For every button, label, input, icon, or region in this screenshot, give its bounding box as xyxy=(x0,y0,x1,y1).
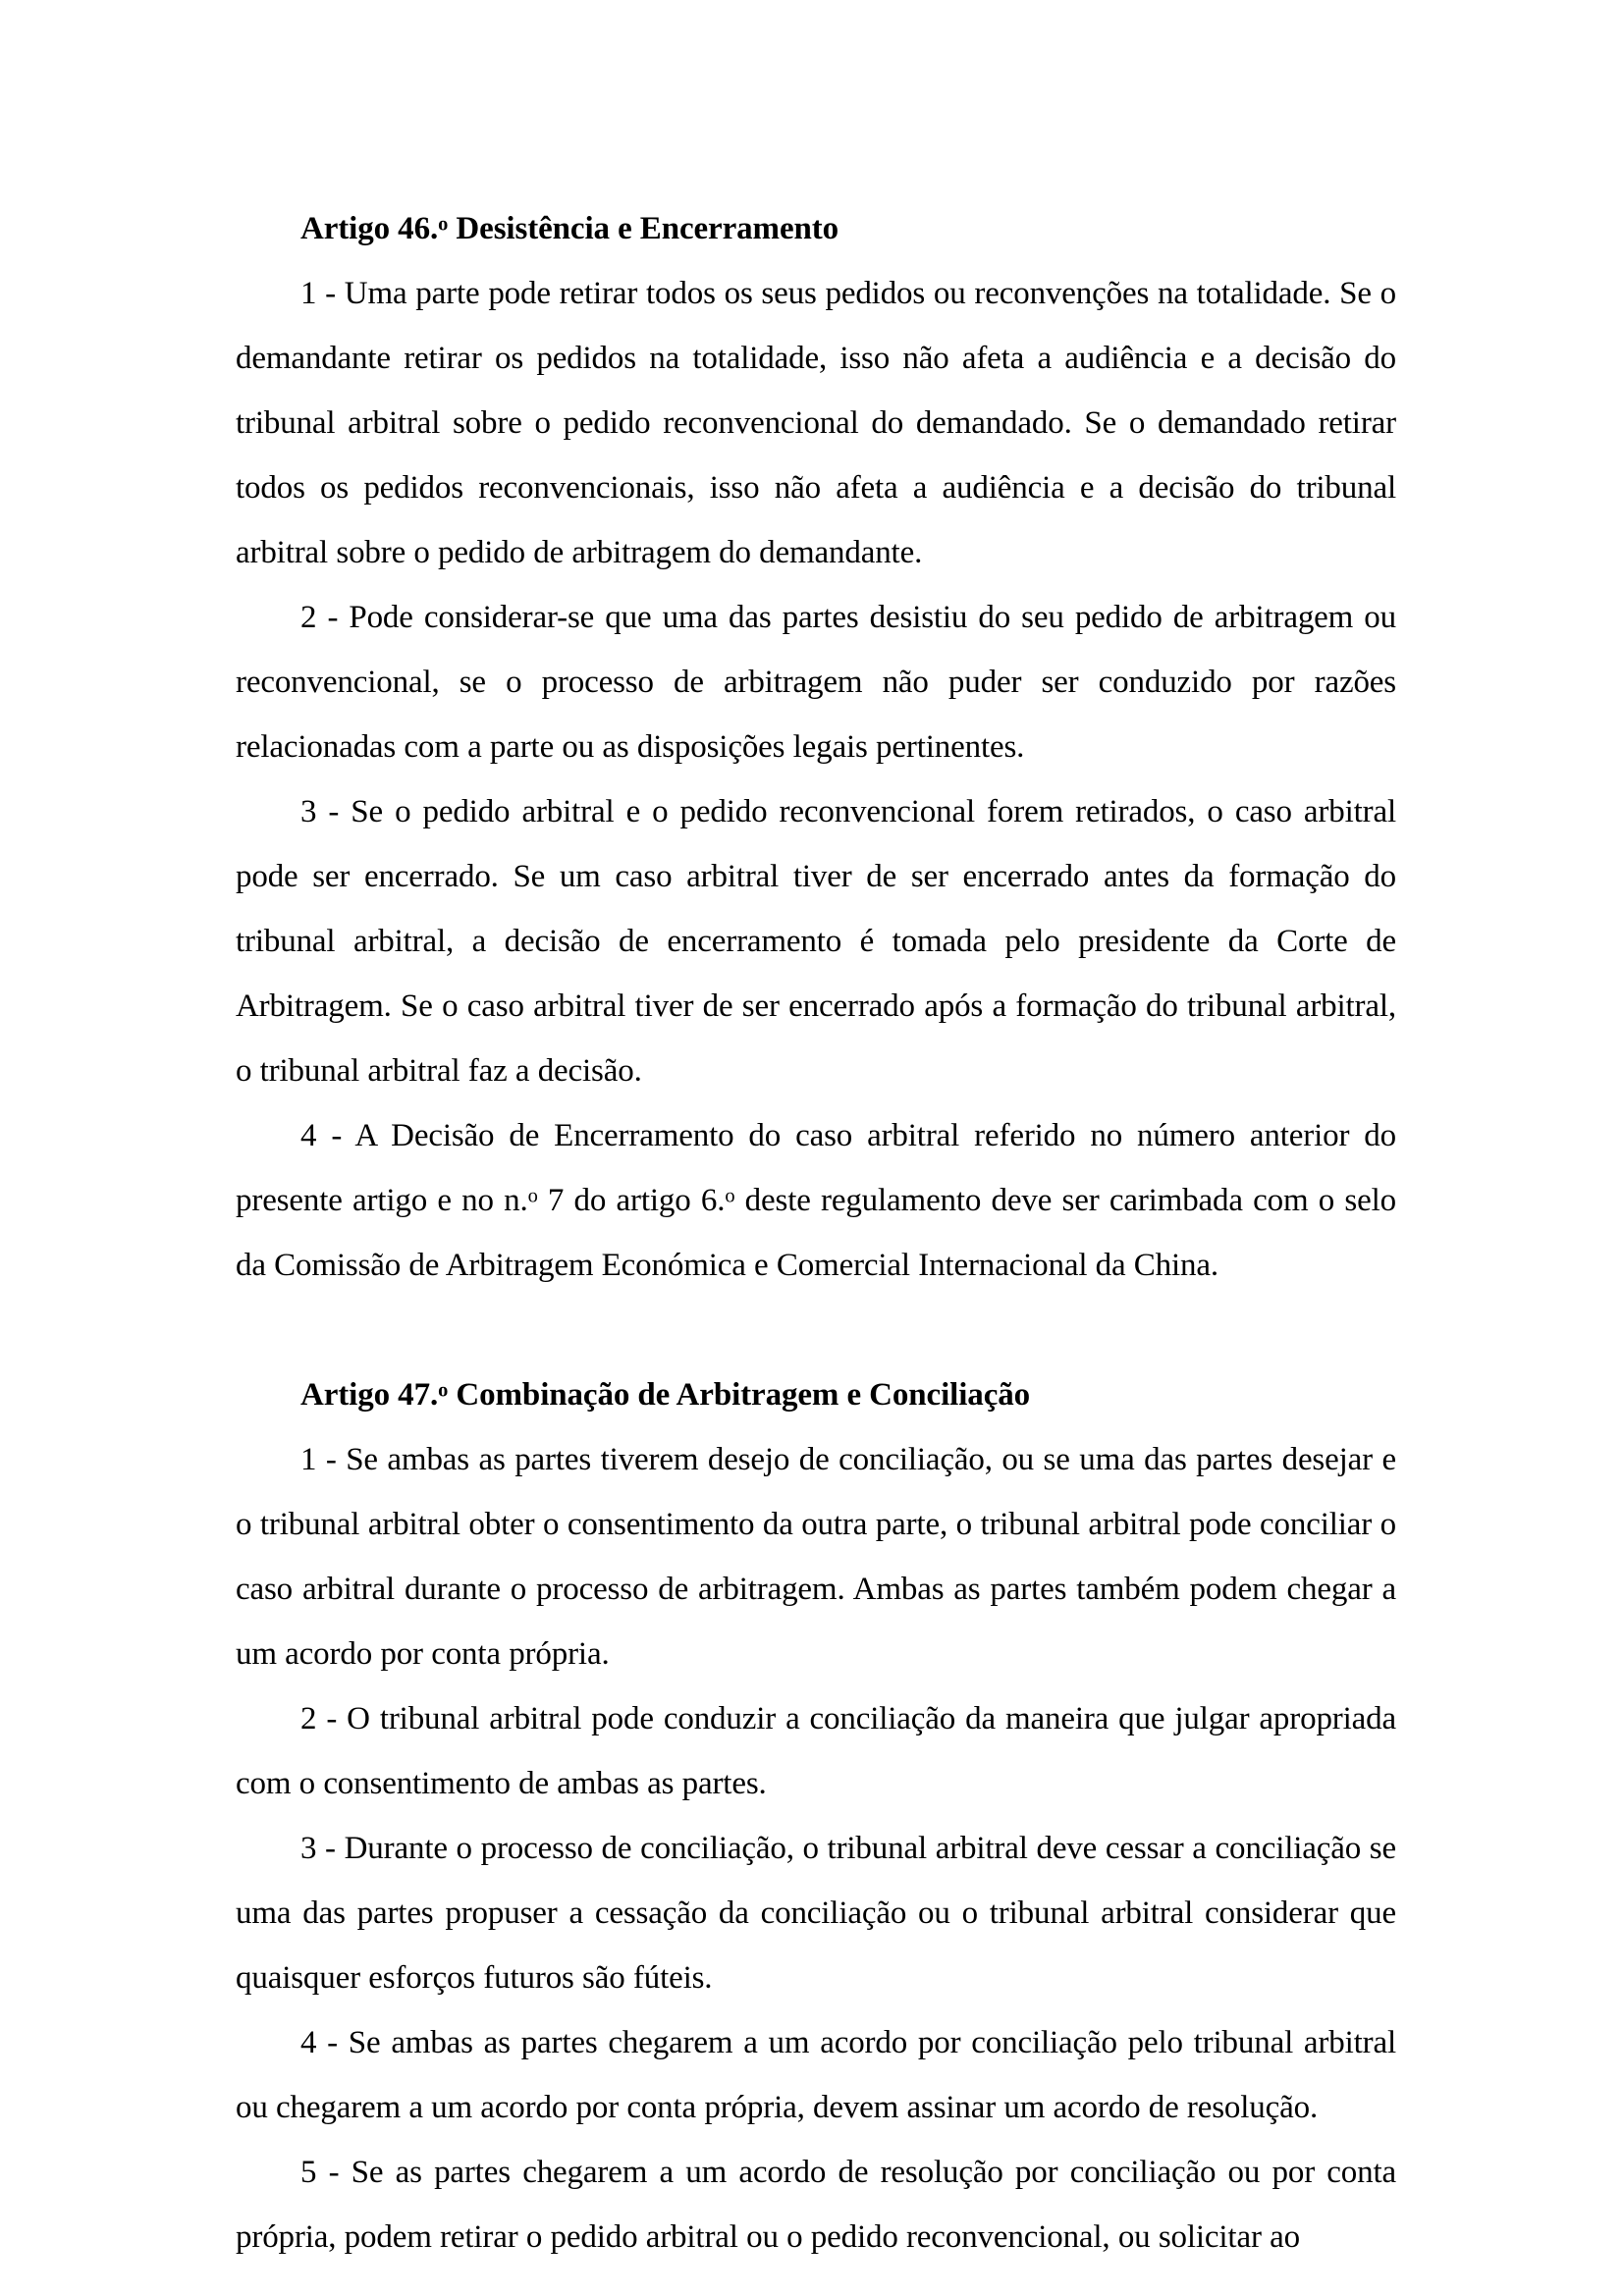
article-section-artigo-46 xyxy=(236,196,1396,1298)
article-section-artigo-47 xyxy=(236,1362,1396,2269)
paragraph-47-1: 1 - Se ambas as partes tiverem desejo de conciliação, ou se uma das partes desejar e o tribunal arbitral obter o consentimento da outra parte, o tribunal arbitral pode conciliar o caso arbitral durante o processo de arbitragem. Ambas as partes também podem chegar a um acordo por conta própria. xyxy=(236,1442,1396,1672)
paragraph-47-2: 2 - O tribunal arbitral pode conduzir a conciliação da maneira que julgar apropriada com o consentimento de ambas as partes. xyxy=(236,1701,1396,1801)
paragraph-47-3: 3 - Durante o processo de conciliação, o tribunal arbitral deve cessar a conciliação se uma das partes propuser a cessação da conciliação ou o tribunal arbitral considerar que quaisquer esforços futuros são fúteis. xyxy=(236,1831,1396,1996)
paragraph-46-1: 1 - Uma parte pode retirar todos os seus pedidos ou reconvenções na totalidade. Se o demandante retirar os pedidos na totalidade, isso não afeta a audiência e a decisão do tribunal arbitral sobre o pedido reconvencional do demandado. Se o demandado retirar todos os pedidos reconvencionais, isso não afeta a audiência e a decisão do tribunal arbitral sobre o pedido de arbitragem do demandante. xyxy=(236,276,1396,570)
article-heading-text-47: Artigo 47.$^o$ Combinação de Arbitragem e Conciliação xyxy=(300,1377,1031,1413)
ordinal-indicator: o xyxy=(725,1185,735,1207)
article-heading-artigo-46 xyxy=(236,196,1396,261)
article-heading-text-46: Artigo 46.$^o$ Desistência e Encerramento xyxy=(300,211,839,246)
ordinal-indicator: o xyxy=(438,213,449,236)
paragraph-47-4: 4 - Se ambas as partes chegarem a um acordo por conciliação pelo tribunal arbitral ou chegarem a um acordo por conta própria, devem assinar um acordo de resolução. xyxy=(236,2025,1396,2125)
ordinal-indicator: o xyxy=(438,1379,449,1402)
paragraph-46-3: 3 - Se o pedido arbitral e o pedido reconvencional forem retirados, o caso arbitral pode ser encerrado. Se um caso arbitral tiver de ser encerrado antes da formação do tribunal arbitral, a decisão de encerramento é tomada pelo presidente da Corte de Arbitragem. Se o caso arbitral tiver de ser encerrado após a formação do tribunal arbitral, o tribunal arbitral faz a decisão. xyxy=(236,794,1396,1089)
paragraph-46-2: 2 - Pode considerar-se que uma das partes desistiu do seu pedido de arbitragem ou reconvencional, se o processo de arbitragem não puder ser conduzido por razões relacionadas com a parte ou as disposições legais pertinentes. xyxy=(236,600,1396,765)
article-heading-artigo-47 xyxy=(236,1362,1396,1427)
ordinal-indicator: o xyxy=(527,1185,538,1207)
paragraph-46-4: 4 - A Decisão de Encerramento do caso arbitral referido no número anterior do presente artigo e no n.$^o$ 7 do artigo 6.$^o$ deste regulamento deve ser carimbada com o selo da Comissão de Arbitragem Económica e Comercial Internacional da China. xyxy=(236,1118,1396,1283)
section-divider-spacer xyxy=(236,1298,1396,1362)
page-content xyxy=(236,196,1396,2269)
paragraph-47-5: 5 - Se as partes chegarem a um acordo de resolução por conciliação ou por conta própria, podem retirar o pedido arbitral ou o pedido reconvencional, ou solicitar ao xyxy=(236,2155,1396,2255)
